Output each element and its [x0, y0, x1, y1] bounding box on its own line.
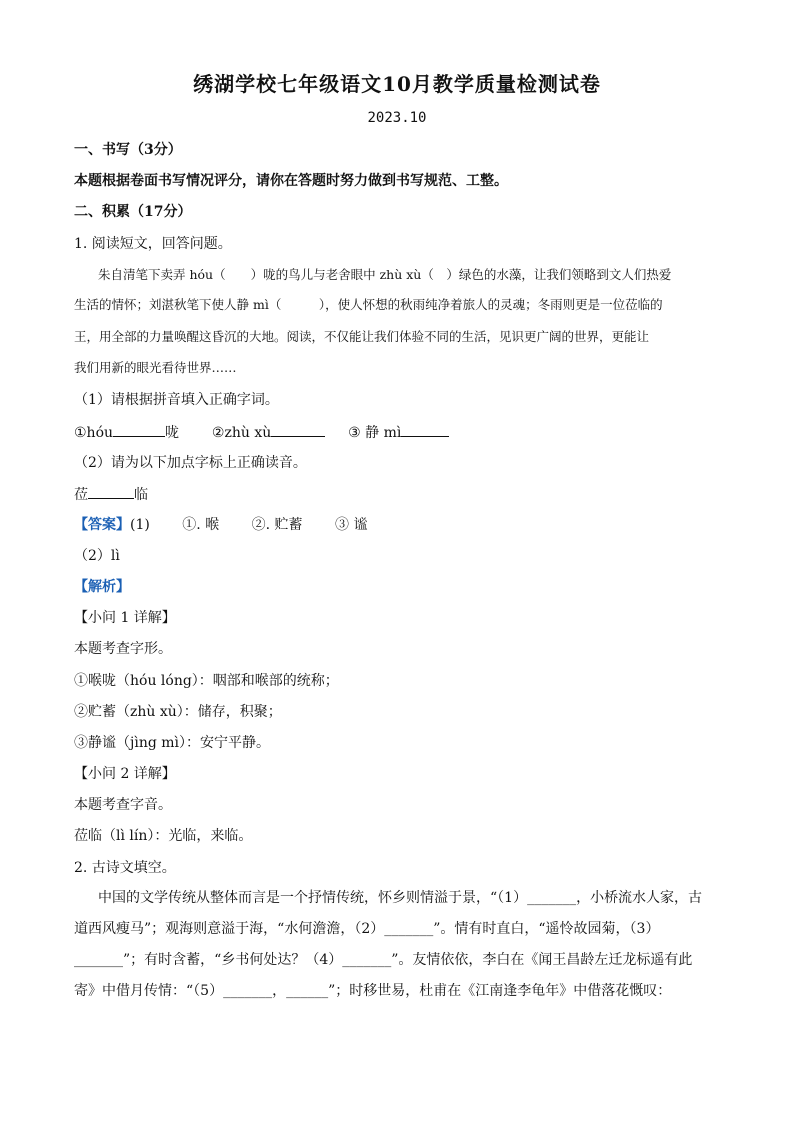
section1-heading: 一、书写（3分）: [74, 142, 182, 158]
passage-line: 王，用全部的力量唤醒这昏沉的大地。阅读，不仅能让我们体验不同的生活，见识更广阔的世界，更能让: [74, 329, 650, 344]
answer-1-label: (1): [130, 517, 150, 533]
answer-2: （2）lì: [74, 548, 120, 564]
answer-blank[interactable]: [88, 484, 134, 499]
answer-tag: 【答案】: [74, 517, 130, 533]
answer-blank[interactable]: [401, 422, 449, 437]
q2-prompt: 2. 古诗文填空。: [74, 860, 176, 876]
fill1-row: [74, 422, 724, 443]
detail1-item: ③静谧（jìng mì）：安宁平静。: [74, 735, 270, 751]
detail1-item: ②贮蓄（zhù xù）：储存，积聚；: [74, 704, 282, 720]
fill2-a-label: 莅: [74, 487, 88, 503]
detail1-text: 本题考查字形。: [74, 641, 172, 657]
q2-line: _______”；有时含蓄，“乡书何处达？（4）_______”。友情依依，李白在《闻王昌龄左迁龙标遥有此: [74, 952, 693, 968]
q1-prompt: 1. 阅读短文，回答问题。: [74, 236, 232, 252]
detail2-item: 莅临（lì lín）：光临，来临。: [74, 828, 253, 844]
answer-1b: ②. 贮蓄: [251, 517, 303, 533]
q2-passage: [74, 883, 724, 1007]
fill2-row: [74, 484, 724, 505]
answer-blank[interactable]: [271, 422, 325, 437]
section1-text: 本题根据卷面书写情况评分，请你在答题时努力做到书写规范、工整。: [74, 173, 508, 189]
q2-line: 中国的文学传统从整体而言是一个抒情传统，怀乡则情溢于景，“（1）_______，小桥流水人家，古: [98, 890, 703, 906]
passage-line: 生活的情怀；刘湛秋笔下使人静 mì（ ），使人怀想的秋雨纯净着旅人的灵魂；冬雨则更是一位莅临的: [74, 297, 663, 312]
detail1-heading: 【小问 1 详解】: [74, 610, 176, 626]
detail1-item: ①喉咙（hóu lóng）：咽部和喉部的统称；: [74, 673, 339, 689]
q1-sub2: （2）请为以下加点字标上正确读音。: [74, 455, 307, 471]
q1-sub1: （1）请根据拼音填入正确字词。: [74, 392, 279, 408]
passage-line: 我们用新的眼光看待世界……: [74, 360, 237, 375]
q2-line: 道西风瘦马”；观海则意溢于海，“水何澹澹，（2）_______”。情有时直白，“遥怜故园菊，（3）: [74, 921, 660, 937]
fill2-tail: 临: [134, 487, 148, 503]
analysis-tag: 【解析】: [74, 579, 130, 595]
answer-blank[interactable]: [113, 422, 165, 437]
detail2-heading: 【小问 2 详解】: [74, 766, 176, 782]
passage-line: 朱自清笔下卖弄 hóu（ ）咙的鸟儿与老舍眼中 zhù xù（ ）绿色的水藻，让我们领略到文人们热爱: [98, 267, 672, 282]
page-title: 绣湖学校七年级语文10月教学质量检测试卷: [193, 72, 601, 96]
fill1-a-label: ①hóu: [74, 425, 114, 441]
answer-1c: ③ 谧: [335, 517, 368, 533]
fill1-a-tail: 咙: [165, 425, 180, 441]
q2-line: 寄》中借月传情：“（5）_______，______”；时移世易，杜甫在《江南逢李龟年》中借落花慨叹：: [74, 983, 672, 999]
answer-1a: ①. 喉: [182, 517, 220, 533]
fill1-b-label: ②zhù xù: [211, 425, 272, 441]
section2-heading: 二、积累（17分）: [74, 204, 192, 220]
answer-row: [74, 515, 724, 535]
fill1-c-label: ③ 静 mì: [348, 425, 402, 441]
exam-date: 2023.10: [367, 110, 427, 126]
detail2-text: 本题考查字音。: [74, 797, 172, 813]
